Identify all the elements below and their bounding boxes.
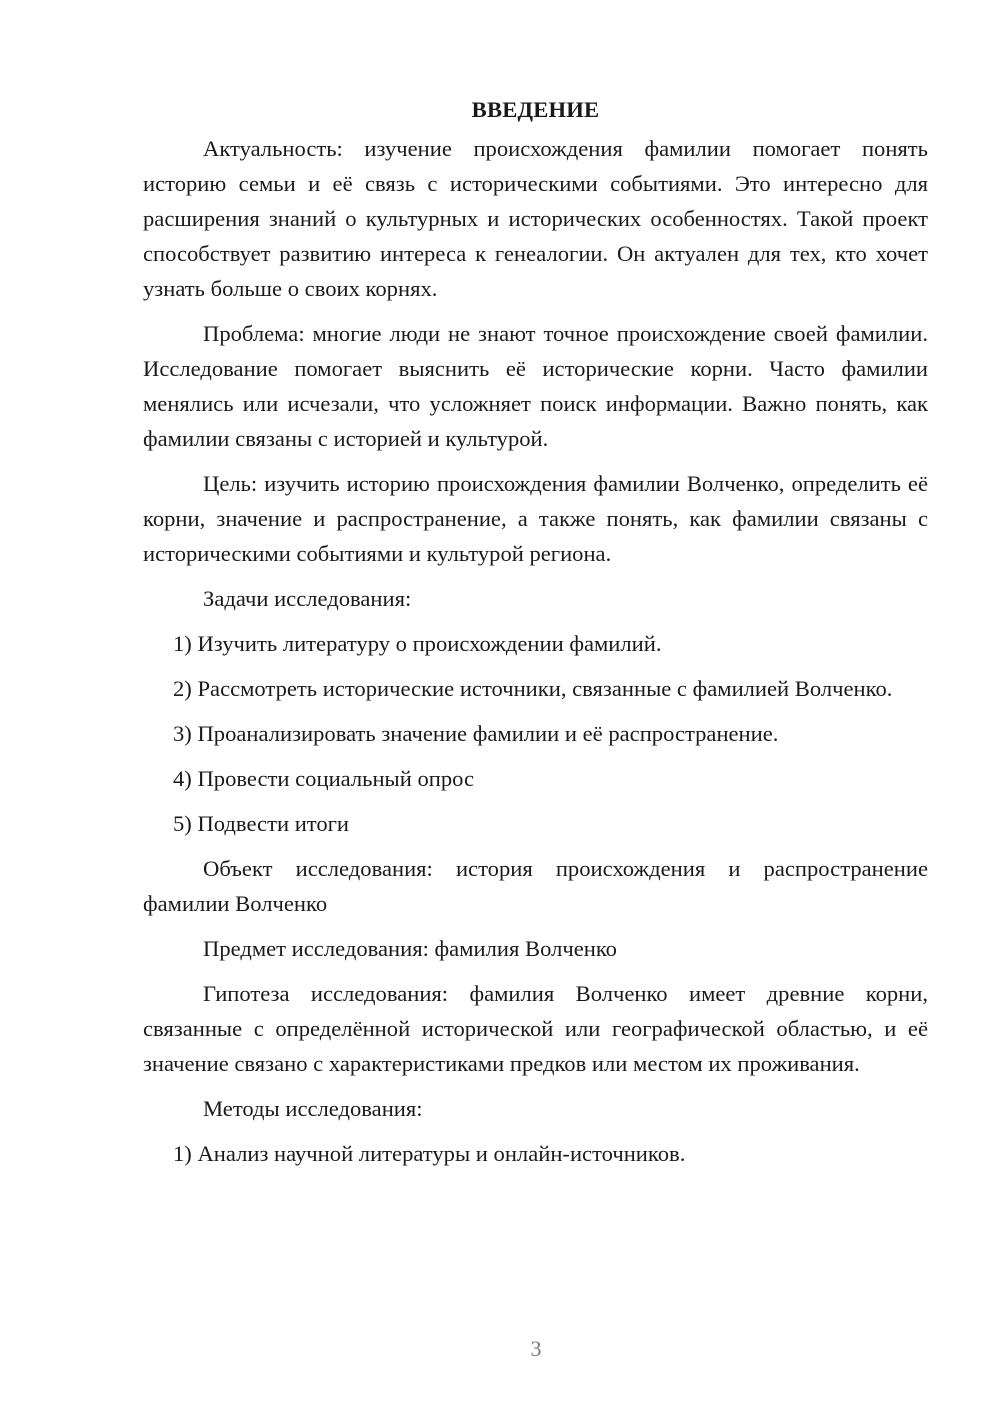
methods-title: Методы исследования: [203,1096,423,1121]
relevance-paragraph: Актуальность: изучение происхождения фамилии помогает понять историю семьи и её связь с историческими событиями. Это интересно для расширения знаний о культурных и исторических особенностях. Такой проект способствует развитию интереса к генеалогии. Он актуален для тех, кто хочет узнать больше о своих корнях. [143,136,928,301]
method-item-1: 1) Анализ научной литературы и онлайн-источников. [173,1141,686,1166]
task-item-5: 5) Подвести итоги [173,811,350,836]
problem-paragraph: Проблема: многие люди не знают точное происхождение своей фамилии. Исследование помогает выяснить её исторические корни. Часто фамилии менялись или исчезали, что усложняет поиск информации. Важно понять, как фамилии связаны с историей и культурой. [143,321,928,451]
document-page [143,92,928,1181]
object-paragraph: Объект исследования: история происхождения и распространение фамилии Волченко [143,856,928,916]
task-item-3: 3) Проанализировать значение фамилии и её распространение. [173,721,779,746]
task-item-4: 4) Провести социальный опрос [173,766,475,791]
page-number: 3 [530,1336,542,1361]
task-item-2: 2) Рассмотреть исторические источники, связанные с фамилией Волченко. [173,676,893,701]
goal-paragraph: Цель: изучить историю происхождения фамилии Волченко, определить её корни, значение и распространение, а также понять, как фамилии связаны с историческими событиями и культурой региона. [143,471,928,566]
tasks-title: Задачи исследования: [203,586,412,611]
subject-paragraph: Предмет исследования: фамилия Волченко [203,936,617,961]
hypothesis-paragraph: Гипотеза исследования: фамилия Волченко имеет древние корни, связанные с определённой исторической или географической областью, и её значение связано с характеристиками предков или местом их проживания. [143,981,928,1076]
section-heading: ВВЕДЕНИЕ [471,97,600,122]
task-item-1: 1) Изучить литературу о происхождении фамилий. [173,631,662,656]
